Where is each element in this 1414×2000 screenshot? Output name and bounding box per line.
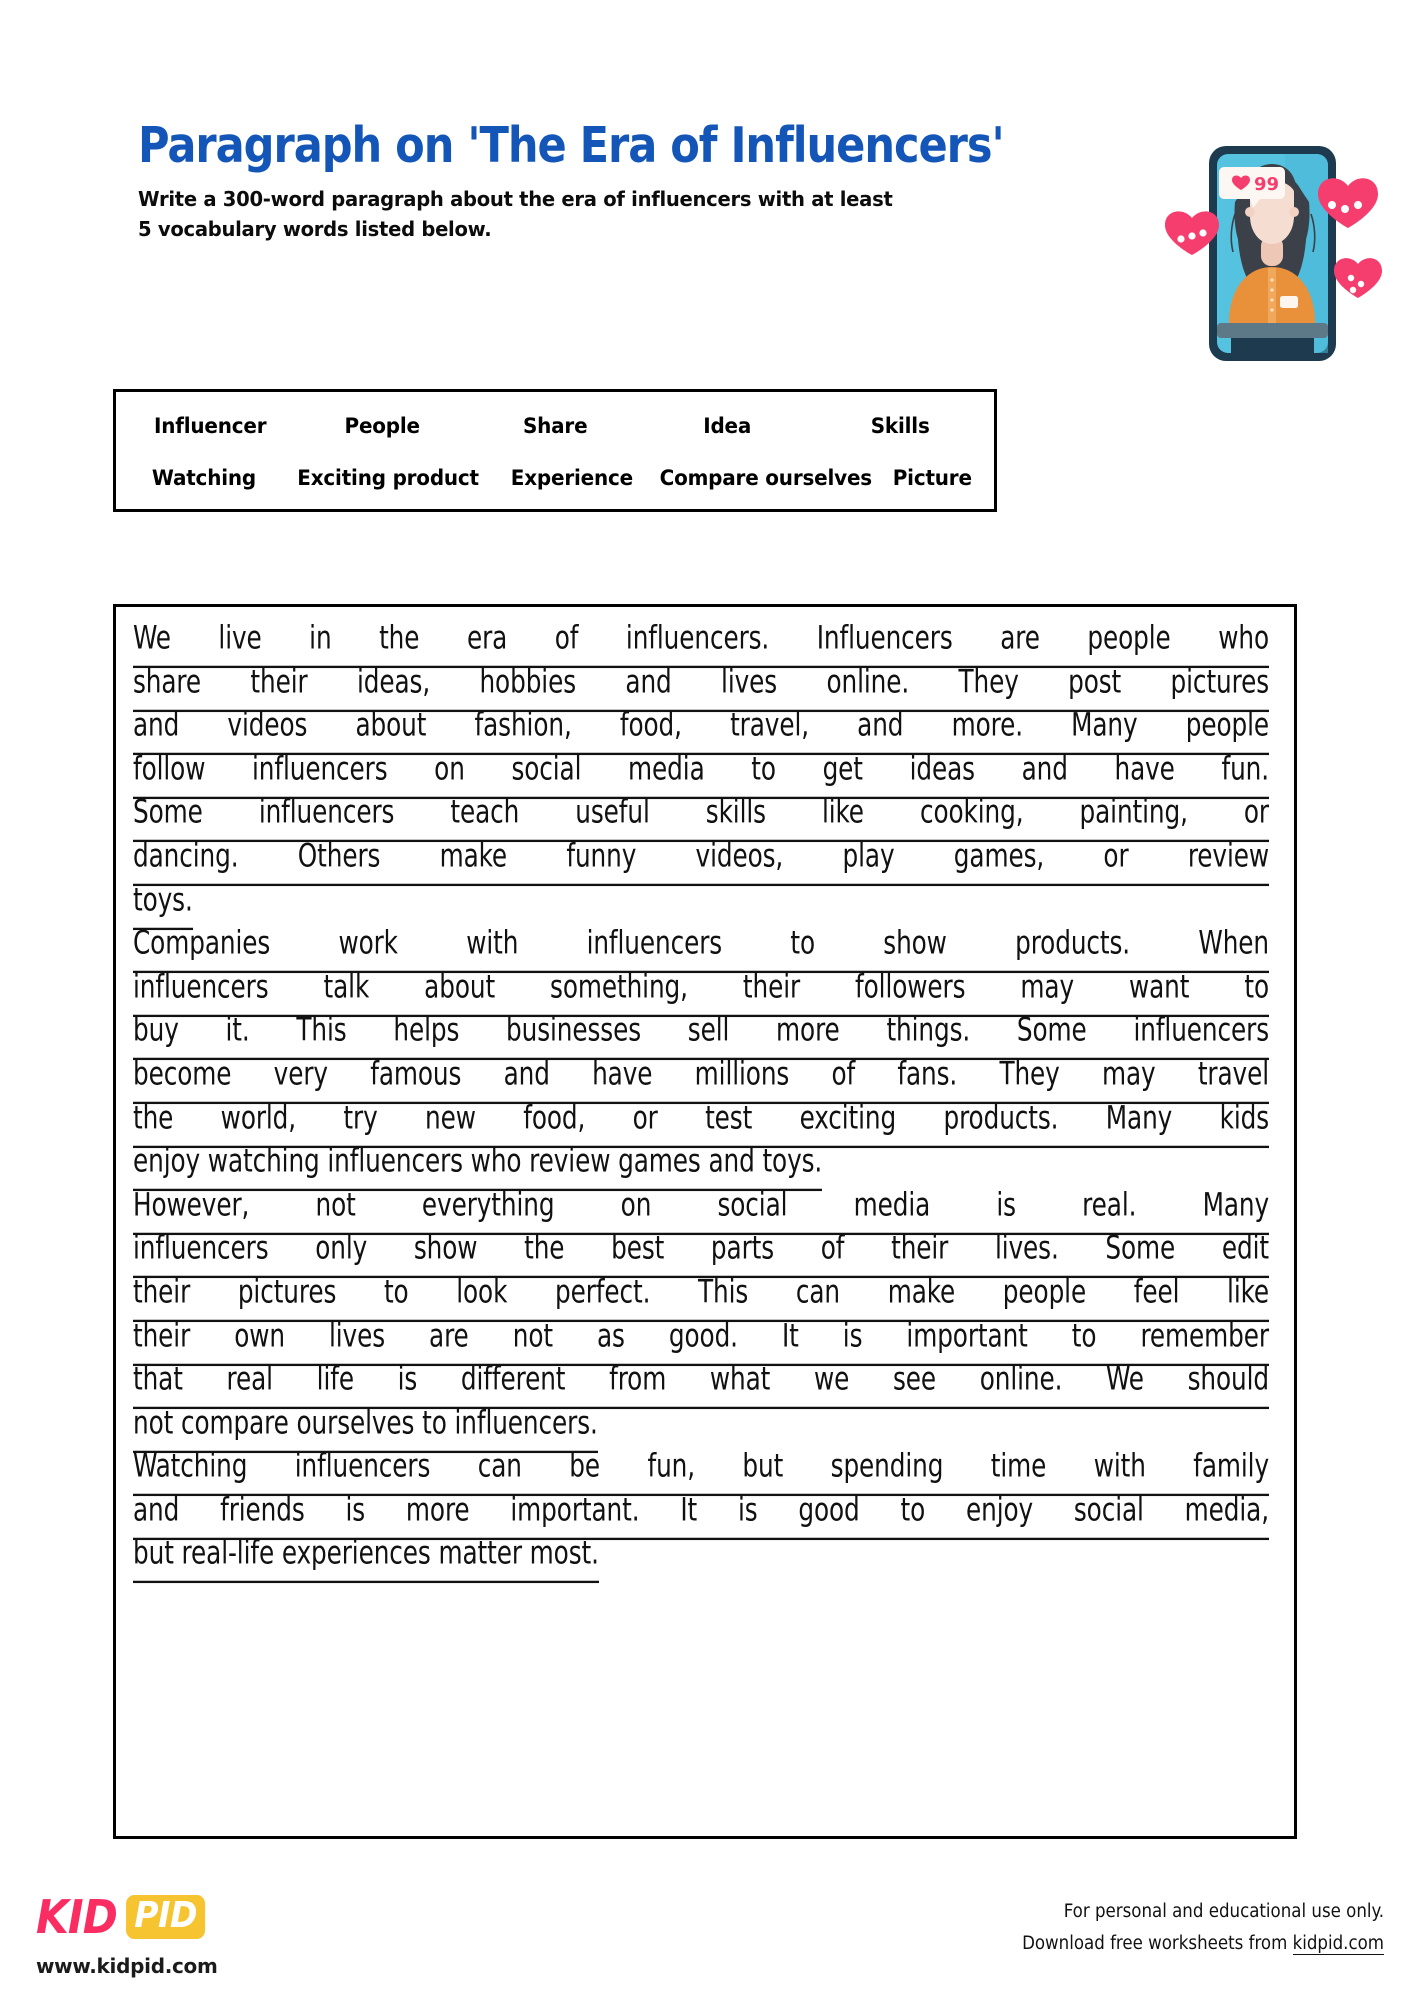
paragraph bbox=[133, 926, 1277, 1188]
logo-pid-text: PID bbox=[126, 1895, 205, 1939]
logo-kid-text: KID bbox=[36, 1890, 117, 1944]
vocabulary-word: Picture bbox=[893, 466, 973, 490]
vocabulary-row bbox=[116, 401, 994, 451]
vocabulary-row bbox=[116, 453, 994, 503]
kidpid-logo bbox=[36, 1890, 218, 1978]
influencer-phone-illustration bbox=[1165, 118, 1400, 373]
heart-comment-bottomright-icon bbox=[1334, 258, 1382, 298]
paragraph-line bbox=[133, 1536, 1277, 1580]
vocabulary-word: Influencer bbox=[154, 414, 267, 438]
paragraph-line bbox=[133, 839, 1277, 883]
paragraph-line-text: the world, try new food, or test exciting products. Many kids bbox=[133, 1093, 1269, 1147]
paragraph-line-text: influencers only show the best parts of their lives. Some edit bbox=[133, 1224, 1269, 1278]
download-note bbox=[1022, 1928, 1384, 1960]
paragraph-line-text: However, not everything on social media is real. Many bbox=[133, 1180, 1269, 1234]
footer-notes bbox=[1022, 1896, 1384, 1961]
paragraph-line-text: enjoy watching influencers who review games and toys. bbox=[133, 1137, 822, 1191]
paragraph-line-text: that real life is different from what we see online. We should bbox=[133, 1355, 1269, 1409]
paragraph bbox=[133, 1188, 1277, 1450]
vocabulary-word: Watching bbox=[151, 466, 256, 490]
kidpid-link[interactable]: kidpid.com bbox=[1292, 1933, 1384, 1955]
paragraph-line-text: become very famous and have millions of fans. They may travel bbox=[133, 1049, 1269, 1103]
paragraph-line-text: follow influencers on social media to get ideas and have fun. bbox=[133, 744, 1269, 798]
paragraph bbox=[133, 1449, 1277, 1580]
usage-note: For personal and educational use only. bbox=[1063, 1901, 1384, 1922]
vocabulary-word: Compare ourselves bbox=[659, 466, 872, 490]
paragraph-line-text: but real-life experiences matter most. bbox=[133, 1529, 599, 1583]
paragraph-answer-area[interactable] bbox=[113, 604, 1297, 1839]
vocabulary-word: Exciting product bbox=[297, 466, 479, 490]
vocabulary-word: People bbox=[344, 414, 421, 438]
paragraph-line-text: influencers talk about something, their followers may want to bbox=[133, 962, 1269, 1016]
paragraph-line-text: buy it. This helps businesses sell more things. Some influencers bbox=[133, 1006, 1269, 1060]
vocabulary-word: Share bbox=[522, 414, 588, 438]
vocabulary-word: Skills bbox=[870, 414, 930, 438]
paragraph-line-text: not compare ourselves to influencers. bbox=[133, 1398, 598, 1452]
page-footer bbox=[0, 1890, 1414, 2000]
vocabulary-word: Experience bbox=[510, 466, 634, 490]
vocabulary-word: Idea bbox=[703, 414, 752, 438]
paragraph bbox=[133, 621, 1277, 926]
paragraph-line-text: their own lives are not as good. It is important to remember bbox=[133, 1311, 1269, 1365]
svg-text:99: 99 bbox=[1254, 174, 1280, 195]
paragraph-line-text: and friends is more important. It is good to enjoy social media, bbox=[133, 1485, 1269, 1539]
paragraph-line-text: We live in the era of influencers. Influencers are people who bbox=[133, 614, 1269, 668]
paragraph-line-text: Watching influencers can be fun, but spending time with family bbox=[133, 1442, 1269, 1496]
paragraph-line-text: toys. bbox=[133, 875, 193, 929]
paragraph-line-text: dancing. Others make funny videos, play games, or review bbox=[133, 832, 1269, 886]
paragraph-line-text: Some influencers teach useful skills like cooking, painting, or bbox=[133, 788, 1269, 842]
paragraph-line-text: share their ideas, hobbies and lives online. They post pictures bbox=[133, 657, 1269, 711]
worksheet-header bbox=[138, 117, 1278, 320]
logo-website-url: www.kidpid.com bbox=[36, 1954, 218, 1978]
download-note-prefix: Download free worksheets from bbox=[1022, 1933, 1293, 1955]
paragraph-line-text: Companies work with influencers to show products. When bbox=[133, 919, 1269, 973]
instructions-text: Write a 300-word paragraph about the era of influencers with at least 5 vocabulary words listed below. bbox=[138, 187, 893, 241]
logo-mark bbox=[36, 1890, 218, 1944]
paragraph-line-text: their pictures to look perfect. This can make people feel like bbox=[133, 1267, 1269, 1321]
vocabulary-word-bank bbox=[113, 389, 997, 512]
paragraph-line-text: and videos about fashion, food, travel, and more. Many people bbox=[133, 701, 1269, 755]
page-title: Paragraph on 'The Era of Influencers' bbox=[138, 117, 1004, 174]
